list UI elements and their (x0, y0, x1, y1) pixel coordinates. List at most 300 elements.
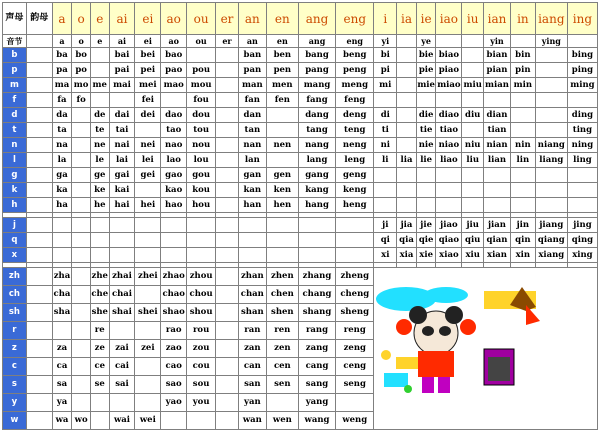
syllable-cell: qin (510, 233, 535, 248)
syllable-row-k (3, 183, 598, 198)
syllable-cell (72, 268, 91, 286)
syllable-cell: shang (298, 304, 335, 322)
syllable-cell: zhe (90, 268, 109, 286)
syllable-cell (216, 93, 239, 108)
syllable-cell: po (72, 63, 91, 78)
syllable-cell: zha (52, 268, 72, 286)
syllable-cell: pang (298, 63, 335, 78)
row-spacer (26, 412, 52, 430)
syllable-cell: lia (397, 153, 417, 168)
syllable-cell: tian (484, 123, 511, 138)
syllable-cell: sen (266, 376, 298, 394)
syllable-cell (135, 286, 161, 304)
syllable-cell (72, 340, 91, 358)
syllable-cell: zhao (161, 268, 187, 286)
syllable-cell: ba (52, 48, 72, 63)
syllable-cell: za (52, 340, 72, 358)
syllable-cell (72, 394, 91, 412)
final-header-ao: ao (161, 3, 187, 35)
syllable-cell: lou (187, 153, 216, 168)
syllable-cell: xin (510, 248, 535, 263)
syllable-cell: ceng (336, 358, 374, 376)
syllable-cell: man (238, 78, 266, 93)
syllable-cell (535, 168, 567, 183)
syllable-cell: geng (336, 168, 374, 183)
syllable-cell: xiu (462, 248, 484, 263)
syllable-cell (436, 183, 462, 198)
syllable-cell: wan (238, 412, 266, 430)
syllable-cell (52, 248, 72, 263)
syllable-cell: ben (266, 48, 298, 63)
syllable-cell (374, 183, 397, 198)
initial-j: j (3, 218, 27, 233)
syllable-cell (90, 248, 109, 263)
syllable-cell (436, 168, 462, 183)
syllable-cell (135, 358, 161, 376)
syllable-cell (72, 304, 91, 322)
syllable-cell (397, 183, 417, 198)
syllable-cell (72, 183, 91, 198)
standalone-syllable-row (3, 35, 598, 48)
syllable-cell (135, 183, 161, 198)
syllable-cell (298, 233, 335, 248)
standalone-cell: en (266, 35, 298, 48)
syllable-cell: zao (161, 340, 187, 358)
syllable-cell: bei (135, 48, 161, 63)
final-header-iang: iang (535, 3, 567, 35)
syllable-cell: ni (374, 138, 397, 153)
syllable-cell: ne (90, 138, 109, 153)
initial-m: m (3, 78, 27, 93)
syllable-cell (336, 394, 374, 412)
final-header-ia: ia (397, 3, 417, 35)
syllable-cell (397, 48, 417, 63)
syllable-cell: cou (187, 358, 216, 376)
syllable-row-q (3, 233, 598, 248)
syllable-cell (52, 322, 72, 340)
syllable-cell: sao (161, 376, 187, 394)
syllable-cell (416, 93, 436, 108)
syllable-cell: dei (135, 108, 161, 123)
syllable-cell: pi (374, 63, 397, 78)
syllable-cell: gei (135, 168, 161, 183)
syllable-cell (510, 183, 535, 198)
syllable-cell: liao (436, 153, 462, 168)
standalone-cell: an (238, 35, 266, 48)
syllable-cell: ji (374, 218, 397, 233)
syllable-cell: pie (416, 63, 436, 78)
syllable-row-l (3, 153, 598, 168)
syllable-cell (535, 198, 567, 213)
syllable-cell: can (238, 358, 266, 376)
syllable-cell: bian (484, 48, 511, 63)
syllable-cell: shou (187, 304, 216, 322)
syllable-cell: re (90, 322, 109, 340)
syllable-cell (135, 123, 161, 138)
syllable-cell: miao (436, 78, 462, 93)
syllable-cell: yan (238, 394, 266, 412)
syllable-cell: hei (135, 198, 161, 213)
standalone-cell: ang (298, 35, 335, 48)
final-header-iu: iu (462, 3, 484, 35)
syllable-cell: fa (52, 93, 72, 108)
syllable-cell (187, 248, 216, 263)
syllable-cell (462, 123, 484, 138)
syllable-cell (535, 183, 567, 198)
syllable-cell: hai (109, 198, 135, 213)
syllable-cell: men (266, 78, 298, 93)
initial-n: n (3, 138, 27, 153)
initial-z: z (3, 340, 27, 358)
syllable-cell: gan (238, 168, 266, 183)
syllable-cell: qiao (436, 233, 462, 248)
syllable-cell (216, 48, 239, 63)
syllable-cell (416, 183, 436, 198)
syllable-cell: bang (298, 48, 335, 63)
syllable-cell: shei (135, 304, 161, 322)
syllable-row-h (3, 198, 598, 213)
syllable-cell (72, 198, 91, 213)
syllable-cell (510, 198, 535, 213)
standalone-cell: eng (336, 35, 374, 48)
syllable-cell: meng (336, 78, 374, 93)
syllable-cell: mie (416, 78, 436, 93)
syllable-cell: rao (161, 322, 187, 340)
syllable-cell: zan (238, 340, 266, 358)
syllable-cell (90, 93, 109, 108)
initial-g: g (3, 168, 27, 183)
syllable-cell: gang (298, 168, 335, 183)
syllable-cell: se (90, 376, 109, 394)
syllable-cell: zou (187, 340, 216, 358)
syllable-cell (535, 123, 567, 138)
syllable-cell: di (374, 108, 397, 123)
syllable-cell: li (374, 153, 397, 168)
syllable-cell (216, 394, 239, 412)
row-spacer (26, 340, 52, 358)
syllable-cell: he (90, 198, 109, 213)
syllable-row-b (3, 48, 598, 63)
syllable-cell: nou (187, 138, 216, 153)
row-spacer (26, 248, 52, 263)
syllable-row-n (3, 138, 598, 153)
syllable-cell: bo (72, 48, 91, 63)
syllable-cell (135, 248, 161, 263)
final-header-e: e (90, 3, 109, 35)
syllable-cell: tiao (436, 123, 462, 138)
syllable-cell: ken (266, 183, 298, 198)
syllable-cell (216, 218, 239, 233)
row-spacer (26, 218, 52, 233)
syllable-cell: wen (266, 412, 298, 430)
syllable-cell (216, 78, 239, 93)
syllable-cell: sha (52, 304, 72, 322)
syllable-cell: pou (187, 63, 216, 78)
syllable-cell (397, 108, 417, 123)
syllable-cell: niang (535, 138, 567, 153)
syllable-cell: zen (266, 340, 298, 358)
syllable-cell: pei (135, 63, 161, 78)
syllable-cell: han (238, 198, 266, 213)
standalone-cell: yi (374, 35, 397, 48)
syllable-cell (187, 412, 216, 430)
syllable-cell: sang (298, 376, 335, 394)
syllable-cell: ban (238, 48, 266, 63)
syllable-cell (266, 108, 298, 123)
syllable-cell: shen (266, 304, 298, 322)
syllable-cell: dan (238, 108, 266, 123)
syllable-cell: sa (52, 376, 72, 394)
syllable-cell: ma (52, 78, 72, 93)
row-spacer (26, 48, 52, 63)
syllable-cell: ping (567, 63, 597, 78)
syllable-cell (216, 108, 239, 123)
syllable-cell: mi (374, 78, 397, 93)
initial-l: l (3, 153, 27, 168)
syllable-cell: hao (161, 198, 187, 213)
syllable-cell (397, 123, 417, 138)
syllable-cell: cao (161, 358, 187, 376)
syllable-cell (397, 78, 417, 93)
standalone-cell: e (90, 35, 109, 48)
syllable-cell: pai (109, 63, 135, 78)
syllable-cell: ting (567, 123, 597, 138)
syllable-cell: reng (336, 322, 374, 340)
syllable-cell: leng (336, 153, 374, 168)
row-spacer (26, 183, 52, 198)
syllable-cell: nan (238, 138, 266, 153)
syllable-cell: mai (109, 78, 135, 93)
syllable-cell: nen (266, 138, 298, 153)
syllable-cell: cha (52, 286, 72, 304)
row-spacer (26, 358, 52, 376)
corner-finals-label: 韵母 (26, 3, 52, 35)
syllable-cell (52, 233, 72, 248)
syllable-cell: teng (336, 123, 374, 138)
syllable-cell: zhang (298, 268, 335, 286)
syllable-cell (216, 183, 239, 198)
syllable-cell: ran (238, 322, 266, 340)
syllable-cell (216, 63, 239, 78)
syllable-cell (216, 268, 239, 286)
final-header-eng: eng (336, 3, 374, 35)
syllable-cell: wa (52, 412, 72, 430)
standalone-cell: ei (135, 35, 161, 48)
row-spacer (26, 93, 52, 108)
standalone-cell: ying (535, 35, 567, 48)
syllable-cell: jing (567, 218, 597, 233)
syllable-cell: zhei (135, 268, 161, 286)
syllable-cell: chai (109, 286, 135, 304)
syllable-cell: ding (567, 108, 597, 123)
initial-ch: ch (3, 286, 27, 304)
row-spacer (26, 198, 52, 213)
standalone-cell: ao (161, 35, 187, 48)
syllable-cell (216, 304, 239, 322)
syllable-row-p (3, 63, 598, 78)
standalone-cell: ye (416, 35, 436, 48)
syllable-cell: sou (187, 376, 216, 394)
syllable-cell: pao (161, 63, 187, 78)
syllable-cell: mei (135, 78, 161, 93)
syllable-cell: wai (109, 412, 135, 430)
syllable-cell: tou (187, 123, 216, 138)
syllable-cell (72, 108, 91, 123)
syllable-cell: qing (567, 233, 597, 248)
syllable-cell: mang (298, 78, 335, 93)
syllable-cell (135, 322, 161, 340)
syllable-cell: qie (416, 233, 436, 248)
syllable-cell (161, 248, 187, 263)
syllable-cell: ling (567, 153, 597, 168)
finals-header-row (3, 3, 598, 35)
syllable-cell: fou (187, 93, 216, 108)
standalone-cell: o (72, 35, 91, 48)
row-spacer (26, 376, 52, 394)
syllable-cell: ka (52, 183, 72, 198)
syllable-cell: jiu (462, 218, 484, 233)
syllable-cell (216, 412, 239, 430)
syllable-cell (72, 322, 91, 340)
syllable-cell (72, 248, 91, 263)
syllable-cell (266, 394, 298, 412)
standalone-cell (436, 35, 462, 48)
initial-y: y (3, 394, 27, 412)
syllable-cell (72, 138, 91, 153)
syllable-cell: xian (484, 248, 511, 263)
syllable-cell: peng (336, 63, 374, 78)
syllable-cell: diu (462, 108, 484, 123)
syllable-cell (462, 48, 484, 63)
syllable-cell (298, 218, 335, 233)
syllable-cell (336, 218, 374, 233)
syllable-cell: dang (298, 108, 335, 123)
syllable-cell: xia (397, 248, 417, 263)
syllable-cell: sheng (336, 304, 374, 322)
syllable-cell: tao (161, 123, 187, 138)
syllable-cell: jin (510, 218, 535, 233)
syllable-cell: hang (298, 198, 335, 213)
syllable-cell: wo (72, 412, 91, 430)
syllable-cell (72, 233, 91, 248)
standalone-label: 音节 (3, 35, 27, 48)
syllable-cell: dian (484, 108, 511, 123)
syllable-cell (336, 233, 374, 248)
standalone-cell: ai (109, 35, 135, 48)
syllable-row-t (3, 123, 598, 138)
standalone-cell: yin (484, 35, 511, 48)
syllable-cell (161, 412, 187, 430)
syllable-row-f (3, 93, 598, 108)
syllable-cell (161, 218, 187, 233)
syllable-cell: shan (238, 304, 266, 322)
syllable-cell: cheng (336, 286, 374, 304)
syllable-cell (90, 63, 109, 78)
syllable-cell: tie (416, 123, 436, 138)
syllable-cell: nei (135, 138, 161, 153)
syllable-cell: diao (436, 108, 462, 123)
final-header-o: o (72, 3, 91, 35)
syllable-cell (216, 138, 239, 153)
syllable-cell (187, 48, 216, 63)
syllable-cell: gen (266, 168, 298, 183)
syllable-cell: ya (52, 394, 72, 412)
syllable-cell (567, 93, 597, 108)
syllable-cell: ha (52, 198, 72, 213)
syllable-cell: deng (336, 108, 374, 123)
syllable-cell: zhan (238, 268, 266, 286)
syllable-cell (135, 233, 161, 248)
syllable-cell: rang (298, 322, 335, 340)
syllable-cell: yang (298, 394, 335, 412)
final-header-en: en (266, 3, 298, 35)
syllable-cell: nai (109, 138, 135, 153)
syllable-cell: qian (484, 233, 511, 248)
syllable-cell: ke (90, 183, 109, 198)
syllable-cell: na (52, 138, 72, 153)
syllable-cell (216, 198, 239, 213)
syllable-cell: keng (336, 183, 374, 198)
syllable-cell (416, 198, 436, 213)
syllable-cell: bie (416, 48, 436, 63)
syllable-row-zh (3, 268, 598, 286)
syllable-cell: miu (462, 78, 484, 93)
syllable-cell (109, 394, 135, 412)
syllable-cell: gai (109, 168, 135, 183)
syllable-cell (567, 198, 597, 213)
syllable-cell: xiao (436, 248, 462, 263)
initial-p: p (3, 63, 27, 78)
syllable-cell (266, 123, 298, 138)
syllable-cell: lian (484, 153, 511, 168)
syllable-cell (298, 248, 335, 263)
syllable-cell (90, 218, 109, 233)
syllable-cell: lin (510, 153, 535, 168)
syllable-cell: chang (298, 286, 335, 304)
syllable-cell: piao (436, 63, 462, 78)
syllable-cell (567, 183, 597, 198)
syllable-cell: zai (109, 340, 135, 358)
syllable-cell: hou (187, 198, 216, 213)
standalone-cell (462, 35, 484, 48)
syllable-cell: jiang (535, 218, 567, 233)
standalone-cell: er (216, 35, 239, 48)
syllable-cell (109, 322, 135, 340)
syllable-cell: ta (52, 123, 72, 138)
syllable-cell (535, 108, 567, 123)
syllable-cell: zhen (266, 268, 298, 286)
syllable-row-x (3, 248, 598, 263)
syllable-cell (567, 168, 597, 183)
syllable-cell (187, 233, 216, 248)
initial-b: b (3, 48, 27, 63)
standalone-cell: ou (187, 35, 216, 48)
final-header-in: in (510, 3, 535, 35)
syllable-cell: min (510, 78, 535, 93)
syllable-cell: jiao (436, 218, 462, 233)
syllable-cell (161, 233, 187, 248)
syllable-cell: xi (374, 248, 397, 263)
syllable-cell (216, 248, 239, 263)
syllable-cell: weng (336, 412, 374, 430)
syllable-cell (72, 376, 91, 394)
syllable-cell: zei (135, 340, 161, 358)
syllable-cell (462, 168, 484, 183)
syllable-cell: ge (90, 168, 109, 183)
syllable-cell: chao (161, 286, 187, 304)
row-spacer (26, 286, 52, 304)
syllable-cell: pa (52, 63, 72, 78)
